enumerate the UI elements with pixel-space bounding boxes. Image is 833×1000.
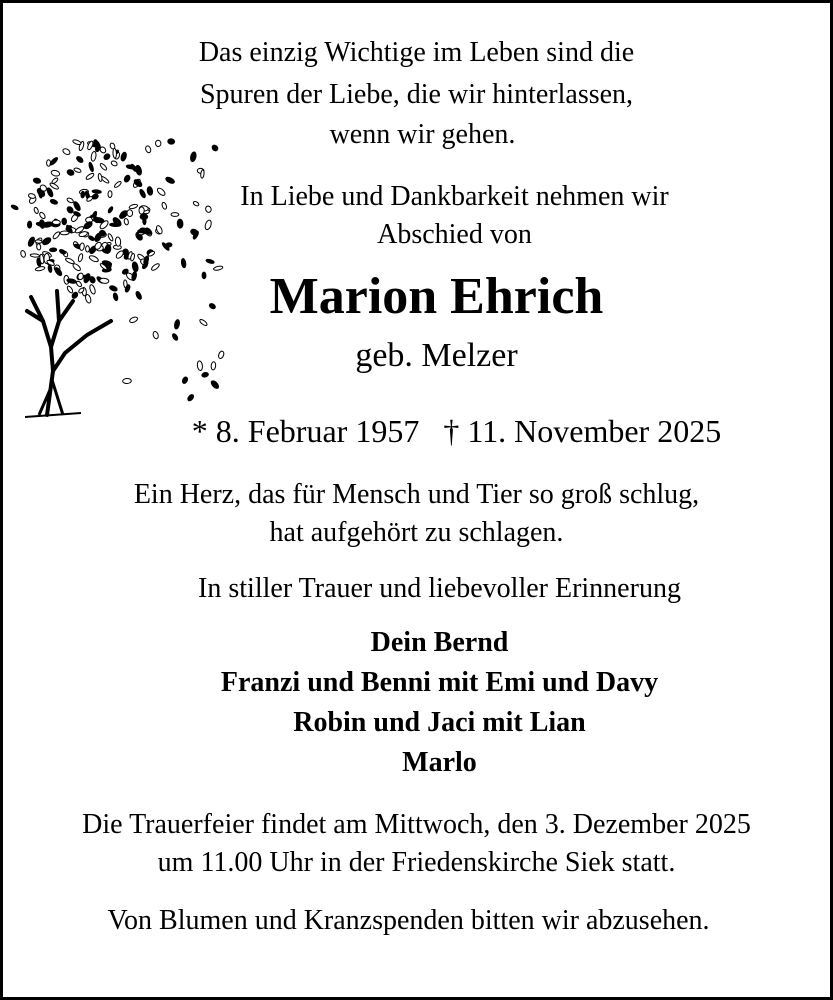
tribute-line-1: Ein Herz, das für Mensch und Tier so groß schlug, [133,479,700,510]
farewell-line-1: In Liebe und Dankbarkeit nehmen wir [240,181,669,212]
deceased-name: Marion Ehrich [269,268,604,325]
closing-note: Von Blumen und Kranzspenden bitten wir abzusehen. [107,905,710,936]
service-line-2: um 11.00 Uhr in der Friedenskirche Siek statt. [157,847,676,878]
farewell-line-2: Abschied von [377,219,532,250]
mourner-2: Franzi und Benni mit Emi und Davy [220,667,659,698]
life-dates: * 8. Februar 1957 † 11. November 2025 [191,413,722,449]
birth-name: geb. Melzer [355,337,518,374]
mourner-4: Marlo [402,747,477,778]
mourning-line: In stiller Trauer und liebevoller Erinnerung [198,573,681,604]
mourner-3: Robin und Jaci mit Lian [293,707,586,738]
motto-line-2: Spuren der Liebe, die wir hinterlassen, [199,79,634,110]
motto-line-1: Das einzig Wichtige im Leben sind die [198,37,635,68]
tribute-line-2: hat aufgehört zu schlagen. [269,517,564,548]
mourner-1: Dein Bernd [370,627,509,658]
motto-line-3: wenn wir gehen. [329,119,516,150]
service-line-1: Die Trauerfeier findet am Mittwoch, den 3. Dezember 2025 [82,809,751,840]
